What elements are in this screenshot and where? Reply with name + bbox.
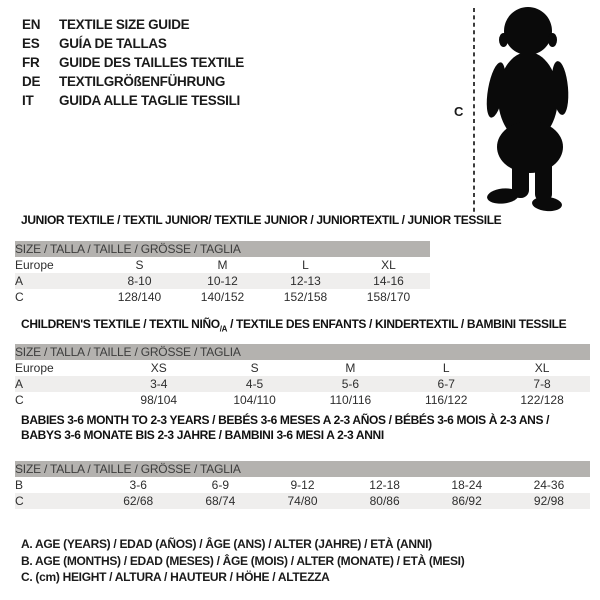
size-cell: L <box>302 258 309 272</box>
legend-line-a: A. AGE (YEARS) / EDAD (AÑOS) / ÂGE (ANS) / ALTER (JAHRE) / ETÀ (ANNI) <box>21 537 432 551</box>
size-cell: 122/128 <box>520 393 564 407</box>
size-cell: 68/74 <box>205 494 236 508</box>
size-cell: 4-5 <box>245 377 264 391</box>
size-cell: 92/98 <box>533 494 564 508</box>
height-label-c: C <box>454 104 464 119</box>
size-cell: 3-4 <box>150 377 168 391</box>
table-row <box>15 289 430 305</box>
size-header-label: SIZE / TALLA / TAILLE / GRÖSSE / TAGLIA <box>15 241 430 257</box>
size-cell: 8-10 <box>127 274 152 288</box>
size-cell: 12-18 <box>369 478 400 492</box>
size-cell: 152/158 <box>283 290 328 304</box>
size-cell: M <box>217 258 228 272</box>
size-cell: 116/122 <box>424 393 468 407</box>
legend-line-b: B. AGE (MONTHS) / EDAD (MESES) / ÂGE (MOIS) / ALTER (MONATE) / ETÀ (MESI) <box>21 553 465 568</box>
babies-section-title <box>21 413 549 442</box>
size-header-bar <box>15 241 430 257</box>
size-cell: XL <box>534 361 550 375</box>
size-cell: S <box>250 361 259 375</box>
size-cell: 10-12 <box>207 274 238 288</box>
row-label: Europe <box>15 361 54 375</box>
lang-label: GUÍA DE TALLAS <box>59 36 167 51</box>
size-cell: 9-12 <box>290 478 315 492</box>
size-header-bar <box>15 344 590 360</box>
baby-silhouette <box>470 0 600 215</box>
children-section-title <box>21 317 566 333</box>
size-cell: XS <box>150 361 167 375</box>
size-cell: M <box>345 361 356 375</box>
size-cell: 24-36 <box>533 478 565 492</box>
size-cell: 158/170 <box>366 290 411 304</box>
babies-size-table <box>15 461 590 509</box>
table-row <box>15 257 430 273</box>
lang-code: EN <box>22 17 41 32</box>
lang-code: IT <box>22 93 34 108</box>
table-row <box>15 477 590 493</box>
language-list <box>22 15 244 110</box>
lang-label: GUIDE DES TAILLES TEXTILE <box>59 55 245 70</box>
table-row <box>15 392 590 408</box>
language-row <box>22 15 244 34</box>
size-header-label: SIZE / TALLA / TAILLE / GRÖSSE / TAGLIA <box>15 461 590 477</box>
size-cell: 18-24 <box>451 478 483 492</box>
children-title-post: / TEXTILE DES ENFANTS / KINDERTEXTIL / BAMBINI TESSILE <box>227 317 567 331</box>
row-label: C <box>15 393 24 407</box>
size-cell: 140/152 <box>200 290 245 304</box>
size-cell: 62/68 <box>123 494 154 508</box>
lang-code: DE <box>22 74 41 89</box>
language-row <box>22 34 244 53</box>
lang-label: TEXTILE SIZE GUIDE <box>59 17 190 32</box>
language-row <box>22 91 244 110</box>
row-label: B <box>15 478 24 492</box>
size-cell: 3-6 <box>129 478 147 492</box>
row-label: C <box>15 290 24 304</box>
table-row <box>15 360 590 376</box>
size-cell: 128/140 <box>117 290 162 304</box>
baby-shape <box>483 7 570 212</box>
row-label: A <box>15 377 24 391</box>
size-cell: 98/104 <box>140 393 178 407</box>
size-cell: S <box>135 258 144 272</box>
junior-size-table <box>15 241 430 305</box>
size-cell: 12-13 <box>290 274 321 288</box>
row-label: C <box>15 494 24 508</box>
size-header-label: SIZE / TALLA / TAILLE / GRÖSSE / TAGLIA <box>15 344 590 360</box>
size-cell: 80/86 <box>369 494 400 508</box>
size-cell: 6-9 <box>211 478 230 492</box>
table-row <box>15 273 430 289</box>
size-cell: 5-6 <box>341 377 360 391</box>
table-row <box>15 493 590 509</box>
babies-title-line1: BABIES 3-6 MONTH TO 2-3 YEARS / BEBÉS 3-6 MESES A 2-3 AÑOS / BÉBÉS 3-6 MOIS À 2-3 ANS / <box>21 413 550 427</box>
legend <box>21 536 464 586</box>
row-label: A <box>15 274 24 288</box>
lang-label: GUIDA ALLE TAGLIE TESSILI <box>59 93 240 108</box>
size-header-bar <box>15 461 590 477</box>
legend-line-c: C. (cm) HEIGHT / ALTURA / HAUTEUR / HÖHE / ALTEZZA <box>21 570 330 584</box>
children-title-sub: /A <box>219 324 228 334</box>
babies-title-line2: BABYS 3-6 MONATE BIS 2-3 JAHRE / BAMBINI 3-6 MESI A 2-3 ANNI <box>21 427 384 442</box>
table-row <box>15 376 590 392</box>
size-cell: 74/80 <box>287 494 318 508</box>
size-cell: L <box>442 361 450 375</box>
language-row <box>22 72 244 91</box>
language-row <box>22 53 244 72</box>
lang-code: ES <box>22 36 40 51</box>
size-cell: 104/110 <box>233 393 276 407</box>
children-title-pre: CHILDREN'S TEXTILE / TEXTIL NIÑO <box>21 317 220 331</box>
row-label: Europe <box>15 258 54 272</box>
junior-section-title: JUNIOR TEXTILE / TEXTIL JUNIOR/ TEXTILE JUNIOR / JUNIORTEXTIL / JUNIOR TESSILE <box>21 213 502 227</box>
children-size-table <box>15 344 590 408</box>
size-cell: XL <box>381 258 396 272</box>
lang-code: FR <box>22 55 40 70</box>
size-cell: 110/116 <box>329 393 372 407</box>
size-cell: 6-7 <box>437 377 455 391</box>
size-cell: 7-8 <box>533 377 551 391</box>
size-cell: 14-16 <box>373 274 404 288</box>
lang-label: TEXTILGRÖßENFÜHRUNG <box>59 74 226 89</box>
size-cell: 86/92 <box>451 494 482 508</box>
